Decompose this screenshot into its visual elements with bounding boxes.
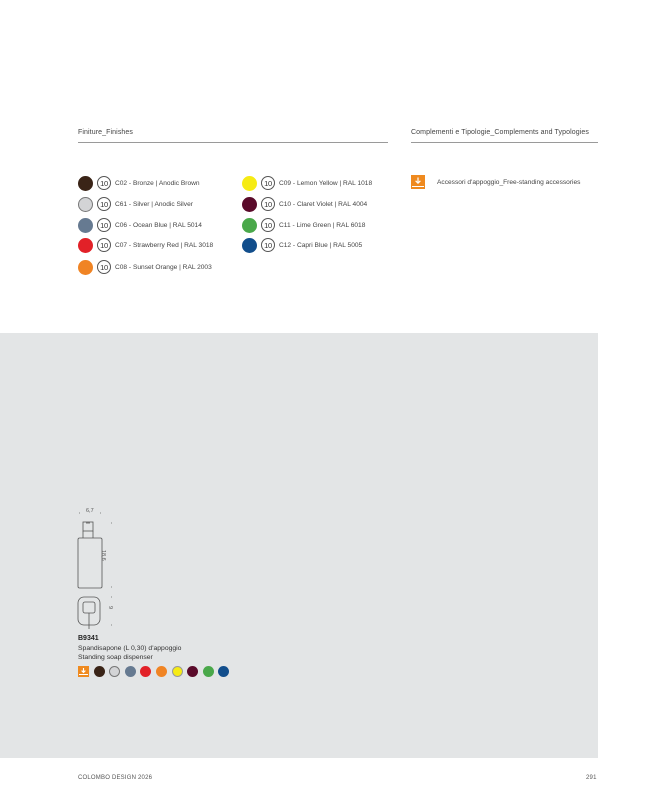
color-swatch <box>203 666 214 677</box>
free-standing-icon <box>78 666 89 677</box>
badge-icon: 10 <box>97 176 111 190</box>
finish-label: C06 - Ocean Blue | RAL 5014 <box>115 221 202 229</box>
color-swatch <box>242 197 257 212</box>
finish-label: C61 - Silver | Anodic Silver <box>115 200 193 208</box>
color-swatch <box>78 238 93 253</box>
dimension-depth: 9 <box>107 606 113 610</box>
product-name-it: Spandisapone (L 0,30) d'appoggio <box>78 645 182 652</box>
product-panel <box>0 333 598 758</box>
product-name-en: Standing soap dispenser <box>78 654 153 661</box>
finish-label: C12 - Capri Blue | RAL 5005 <box>279 241 363 249</box>
finish-label: C08 - Sunset Orange | RAL 2003 <box>115 263 212 271</box>
complement-item <box>411 175 580 189</box>
color-swatch <box>172 666 183 677</box>
finishes-title: Finiture_Finishes <box>78 129 133 136</box>
badge-icon: 10 <box>97 260 111 274</box>
color-swatch <box>109 666 120 677</box>
finish-label: C02 - Bronze | Anodic Brown <box>115 179 200 187</box>
dimension-width: 6,7 <box>86 508 94 514</box>
badge-icon: 10 <box>261 176 275 190</box>
finish-label: C11 - Lime Green | RAL 6018 <box>279 221 366 229</box>
finish-label: C07 - Strawberry Red | RAL 3018 <box>115 241 214 249</box>
color-swatch <box>242 176 257 191</box>
color-swatch <box>78 197 93 212</box>
finish-label: C10 - Claret Violet | RAL 4004 <box>279 200 368 208</box>
badge-icon: 10 <box>97 238 111 252</box>
product-code: B9341 <box>78 635 99 642</box>
finish-item <box>242 196 367 212</box>
finish-item <box>78 175 200 191</box>
color-swatch <box>156 666 167 677</box>
finish-item <box>242 217 365 233</box>
finish-label: C09 - Lemon Yellow | RAL 1018 <box>279 179 373 187</box>
finish-item <box>242 237 362 253</box>
finish-item <box>242 175 372 191</box>
complements-title: Complementi e Tipologie_Complements and Typologies <box>411 129 590 136</box>
badge-icon: 10 <box>97 197 111 211</box>
finish-item <box>78 259 212 275</box>
color-swatch <box>242 218 257 233</box>
badge-icon: 10 <box>261 218 275 232</box>
footer-brand: COLOMBO DESIGN 2026 <box>78 775 153 781</box>
finish-item <box>78 237 213 253</box>
color-swatch <box>78 260 93 275</box>
page-number: 291 <box>586 775 597 781</box>
dimension-height: 18,6 <box>100 550 106 561</box>
color-swatch <box>78 176 93 191</box>
product-finishes-row <box>78 666 229 677</box>
color-swatch <box>125 666 136 677</box>
color-swatch <box>242 238 257 253</box>
badge-icon: 10 <box>261 197 275 211</box>
free-standing-icon <box>411 175 425 189</box>
color-swatch <box>140 666 151 677</box>
complements-divider <box>411 142 598 143</box>
badge-icon: 10 <box>261 238 275 252</box>
badge-icon: 10 <box>97 218 111 232</box>
color-swatch <box>218 666 229 677</box>
color-swatch <box>78 218 93 233</box>
finish-item <box>78 196 193 212</box>
finishes-divider <box>78 142 388 143</box>
finish-item <box>78 217 202 233</box>
complement-label: Accessori d'appoggio_Free-standing accessories <box>437 178 581 186</box>
color-swatch <box>94 666 105 677</box>
color-swatch <box>187 666 198 677</box>
technical-drawing <box>70 505 130 635</box>
